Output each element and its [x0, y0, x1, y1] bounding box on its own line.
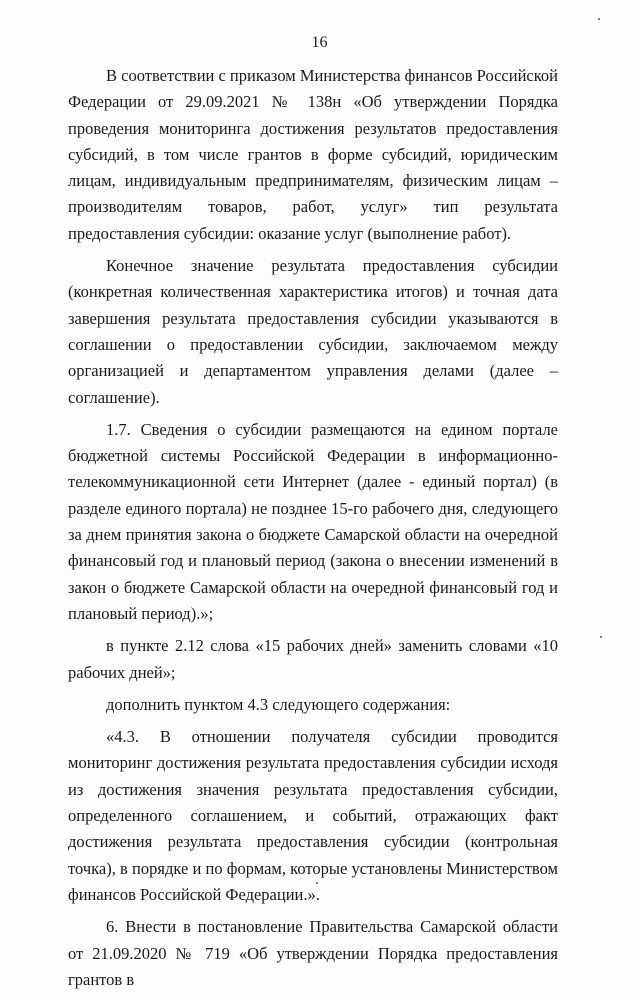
page-number: 16 — [311, 34, 328, 51]
paragraph-order-reference: В соответствии с приказом Министерства финансов Российской Федерации от 29.09.2021 № 138н «Об утверждении Порядка проведения мониторинга достижения результатов предоставления субсидий, в том числе грантов в форме субсидий, юридическим лицам, индивидуальным предпринимателям, физическим лицам – производителям товаров, работ, услуг» тип результата предоставления субсидии: оказание услуг (выполнение работ). — [68, 66, 558, 243]
paragraph-1-7: 1.7. Сведения о субсидии размещаются на едином портале бюджетной системы Российской Федерации в информационно-телекоммуникационной сети Интернет (далее - единый портал) (в разделе единого портала) не позднее 15-го рабочего дня, следующего за днем принятия закона о бюджете Самарской области на очередной финансовый год и плановый период (закона о внесении изменений в закон о бюджете Самарской области на очередной финансовый год и плановый период).»; — [68, 419, 558, 623]
paragraph-clause-2-12: в пункте 2.12 слова «15 рабочих дней» заменить словами «10 рабочих дней»; — [68, 636, 558, 682]
paragraph-add-4-3: дополнить пунктом 4.3 следующего содержания: — [106, 694, 451, 714]
scan-speck — [600, 636, 602, 638]
paragraph-4-3: «4.3. В отношении получателя субсидии проводится мониторинг достижения результата предоставления субсидии исходя из достижения значения результата предоставления субсидии, определенного соглашением, и событий, отражающих факт достижения результата предоставления субсидии (контрольная точка), в порядке и по формам, которые установлены Министерством финансов Российской Федерации.». — [68, 727, 558, 904]
paragraph-final-value: Конечное значение результата предоставления субсидии (конкретная количественная характеристика итогов) и точная дата завершения результата предоставления субсидии указываются в соглашении о предоставлении субсидии, заключаемом между организацией и департаментом управления делами (далее – соглашение). — [68, 256, 558, 407]
scan-speck — [316, 882, 318, 884]
paragraph-6: 6. Внести в постановление Правительства Самарской области от 21.09.2020 № 719 «Об утверждении Порядка предоставления грантов в — [68, 917, 558, 989]
document-body — [68, 63, 558, 998]
scan-speck — [598, 18, 600, 20]
